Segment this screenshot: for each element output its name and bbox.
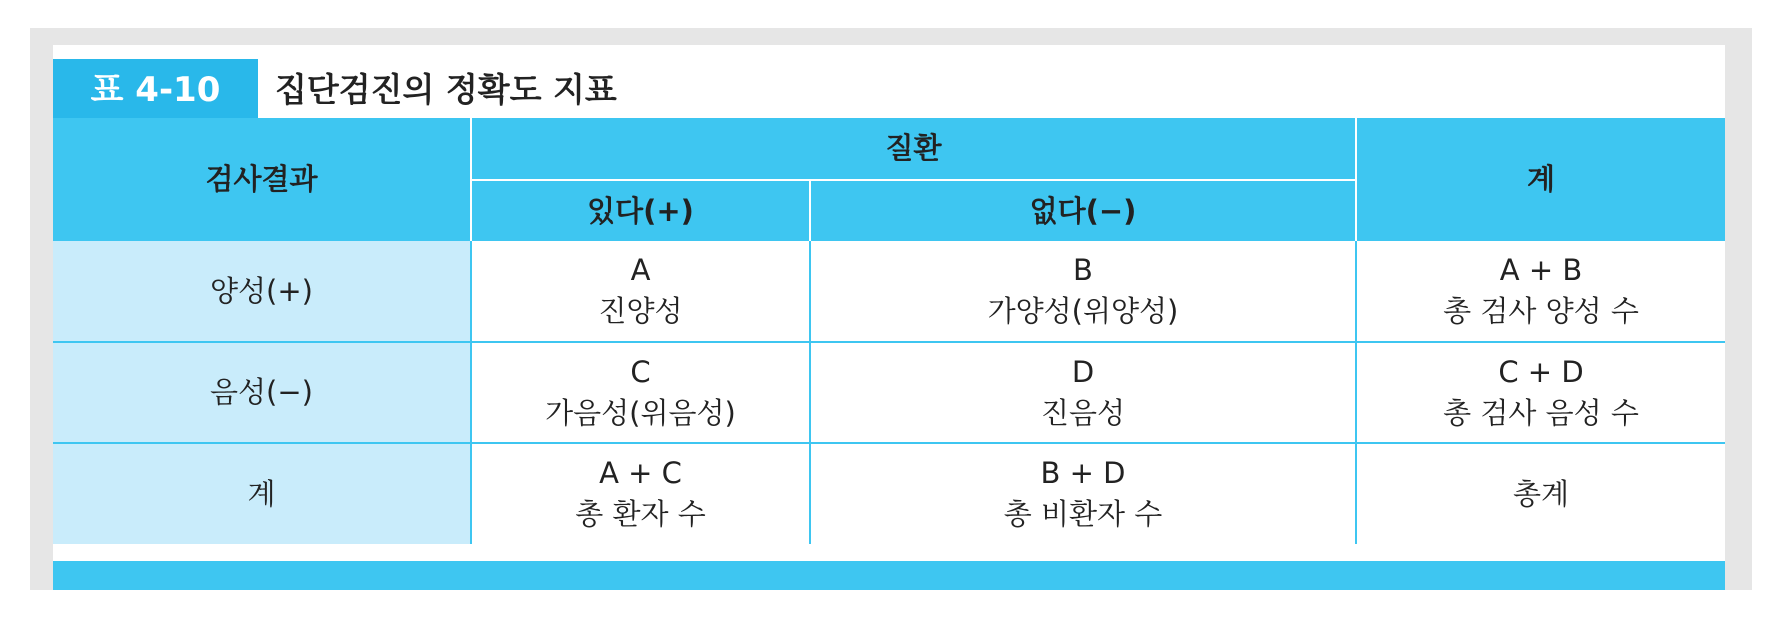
table-row: [53, 241, 1725, 342]
header-total: 계: [1356, 118, 1725, 241]
cell-total-negative: [1356, 342, 1725, 443]
cell-symbol: C: [630, 354, 651, 389]
cell-meaning: 가양성(위양성): [987, 294, 1179, 328]
cell-meaning: 총 환자 수: [575, 497, 706, 531]
cell-symbol: A: [630, 253, 651, 287]
row-label-positive: 양성(+): [53, 241, 471, 342]
cell-meaning: 진양성: [598, 294, 683, 328]
accuracy-table: [53, 118, 1725, 544]
table-row: [53, 443, 1725, 544]
header-disease: 질환: [471, 118, 1356, 180]
table-panel: [53, 45, 1725, 590]
row-label-negative: 음성(−): [53, 342, 471, 443]
table-number-label: 표 4-10: [53, 59, 258, 121]
row-label-total: 계: [53, 443, 471, 544]
cell-symbol: C + D: [1498, 354, 1584, 389]
cell-true-positive: [471, 241, 810, 342]
cell-true-negative: [810, 342, 1356, 443]
cell-false-negative: [471, 342, 810, 443]
cell-symbol: D: [1071, 354, 1095, 389]
cell-symbol: A + B: [1499, 253, 1583, 287]
cell-meaning: 총 비환자 수: [1003, 497, 1163, 531]
cell-total-non-patients: [810, 443, 1356, 544]
cell-false-positive: [810, 241, 1356, 342]
cell-grand-total: [1356, 443, 1725, 544]
cell-meaning: 총 검사 양성 수: [1443, 294, 1639, 328]
header-absent: 없다(−): [810, 180, 1356, 241]
cell-meaning: 총 검사 음성 수: [1443, 395, 1639, 430]
cell-meaning: 총계: [1512, 476, 1570, 511]
cell-symbol: B: [1073, 253, 1093, 287]
table-row: [53, 342, 1725, 443]
header-test-result: 검사결과: [53, 118, 471, 241]
header-present: 있다(+): [471, 180, 810, 241]
cell-total-patients: [471, 443, 810, 544]
cell-total-positive: [1356, 241, 1725, 342]
bottom-band: [53, 561, 1725, 590]
cell-meaning: 가음성(위음성): [545, 395, 736, 430]
cell-symbol: B + D: [1040, 456, 1126, 490]
cell-meaning: 진음성: [1040, 395, 1126, 430]
table-caption: [53, 59, 1725, 121]
cell-symbol: A + C: [599, 456, 682, 490]
table-title: 집단검진의 정확도 지표: [275, 70, 617, 109]
